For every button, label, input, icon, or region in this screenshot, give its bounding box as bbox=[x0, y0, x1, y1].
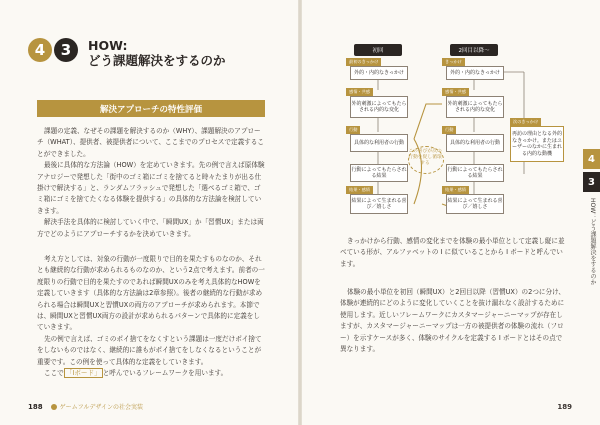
left-body-block-1 bbox=[37, 126, 265, 240]
iboard-highlight: 「Iボード」 bbox=[65, 369, 101, 378]
side-tab-section: 3 bbox=[583, 172, 600, 192]
chapter-number-badges bbox=[28, 38, 78, 62]
text: と呼んでいるフレームワークを用います。 bbox=[102, 369, 228, 378]
paragraph: 最後に具体的な方法論（HOW）を定めていきます。先の例で言えば原体験アナロジーで発想した「街中のゴミ箱にゴミを捨てると時々たまりが出る仕掛けで解決する」と、ランダムフラッシュで発想した「選べるゴミ箱で、ゴミ箱にゴミを捨てたくなる体験を提供する」の具体的な方法論を検討していきます。 bbox=[37, 161, 265, 215]
part-number-badge: 4 bbox=[28, 38, 52, 62]
step-box: 具体的な利用者の行動 bbox=[446, 134, 504, 152]
circle-icon bbox=[51, 404, 57, 410]
paragraph: 体験の最小単位を初回（瞬間UX）と2回目以降（習慣UX）の2つに分け、体験が連続的にどのように変化していくことを抜け漏れなく設計するために使用します。近しいフレームワークにカスタマージャーニーマップが存在しますが、カスタマージャーニーマップは一方の被提供者の体験の流れ（フロー）を示すケースが多く、体験のサイクルを定義する I ボードとはその点で異なります。 bbox=[340, 288, 566, 354]
step-box: 外的刺激によってもたらされる内的な変化 bbox=[350, 96, 408, 118]
step-box: 結果によって生まれる喜び／嬉しさ bbox=[446, 194, 504, 214]
next-trigger-note: 再訪の理由となる外的なきっかけ。またはユーザーのなかに生まれる内的な動機 bbox=[510, 126, 564, 162]
right-page-number: 189 bbox=[557, 403, 572, 411]
loop-label: この喜びが次の行動を促し循環する bbox=[408, 149, 442, 166]
paragraph: きっかけから行動、感情の変化までを体験の最小単位として定義し縦に並べている形が、アルファベットの I に似ていることから I ボードと呼んでいます。 bbox=[340, 237, 565, 268]
step-chip: 最初のきっかけ bbox=[346, 58, 381, 66]
book-title: ゲームフルデザインの社会実装 bbox=[59, 404, 143, 411]
step-chip: 結果・感情 bbox=[346, 186, 373, 194]
side-tab-part: 4 bbox=[583, 149, 600, 169]
step-chip: きっかけ bbox=[442, 58, 465, 66]
left-footer bbox=[28, 402, 143, 411]
paragraph-highlight-line bbox=[37, 368, 265, 379]
step-box: 外的・内的なきっかけ bbox=[446, 66, 504, 80]
section-number-badge: 3 bbox=[54, 38, 78, 62]
column-header-second: 2回目以降～ bbox=[450, 44, 498, 56]
step-chip: 行動 bbox=[442, 126, 456, 134]
step-box: 行動によってもたらされる結果 bbox=[350, 164, 408, 182]
step-box: 結果によって生まれる喜び／嬉しさ bbox=[350, 194, 408, 214]
step-chip: 感情・共感 bbox=[442, 88, 469, 96]
step-chip: 感情・共感 bbox=[346, 88, 373, 96]
title-jp: どう課題解決をするのか bbox=[88, 53, 226, 68]
step-box: 具体的な利用者の行動 bbox=[350, 134, 408, 152]
side-running-title: HOW：どう課題解決をするのか bbox=[589, 198, 596, 286]
step-box: 外的刺激によってもたらされる内的な変化 bbox=[446, 96, 504, 118]
iboard-diagram bbox=[344, 44, 564, 224]
right-body-block-1 bbox=[340, 236, 566, 270]
step-box: 行動によってもたらされる結果 bbox=[446, 164, 504, 182]
page-title bbox=[88, 38, 226, 68]
step-box: 外的・内的なきっかけ bbox=[350, 66, 408, 80]
step-chip: 次のきっかけ bbox=[510, 118, 541, 126]
step-chip: 結果・感情 bbox=[442, 186, 469, 194]
section-heading: 解決アプローチの特性評価 bbox=[37, 100, 265, 117]
paragraph: 先の例で言えば、ゴミのポイ捨てをなくすという課題は一度だけポイ捨てをしないものではなく、継続的に誰もがポイ捨てをしなくなるということが重要です。この例を使って具体的な定義をしていきます。 bbox=[37, 334, 262, 366]
running-footer bbox=[51, 402, 143, 411]
title-en: HOW: bbox=[88, 38, 128, 53]
paragraph: 課題の定義、なぜその課題を解決するのか（WHY）、課題解決のアプローチ（WHAT）、提供者、被提供者について、ここまでのプロセスで定義することができました。 bbox=[37, 127, 264, 158]
page-number: 188 bbox=[28, 402, 43, 411]
text: ここで bbox=[44, 369, 64, 378]
column-header-first: 初回 bbox=[354, 44, 402, 56]
right-body-block-2 bbox=[340, 287, 566, 355]
paragraph: 解決手法を具体的に検討していく中で、「瞬間UX」か「習慣UX」または両方でどのようにアプローチするかを決めていきます。 bbox=[37, 218, 264, 238]
left-body-block-2 bbox=[37, 254, 265, 379]
book-gutter bbox=[298, 0, 302, 425]
paragraph: 考え方としては、対象の行動が一度限りで目的を果たすものなのか、それとも継続的な行動が求められるものなのか、という2点で考えます。前者の一度限りの行動で目的を果たすのであれば瞬間UXのみを考え具体的なHOWを定義していきます（具体的な方法論は2章参照）。後者の継続的な行動が求められる場合は瞬間UXと習慣UXの両方のアプローチが求められます。本節では、瞬間UXと習慣UX両方の設計が求められるパターンで具体的に定義をしていきます。 bbox=[37, 255, 265, 332]
step-chip: 行動 bbox=[346, 126, 360, 134]
